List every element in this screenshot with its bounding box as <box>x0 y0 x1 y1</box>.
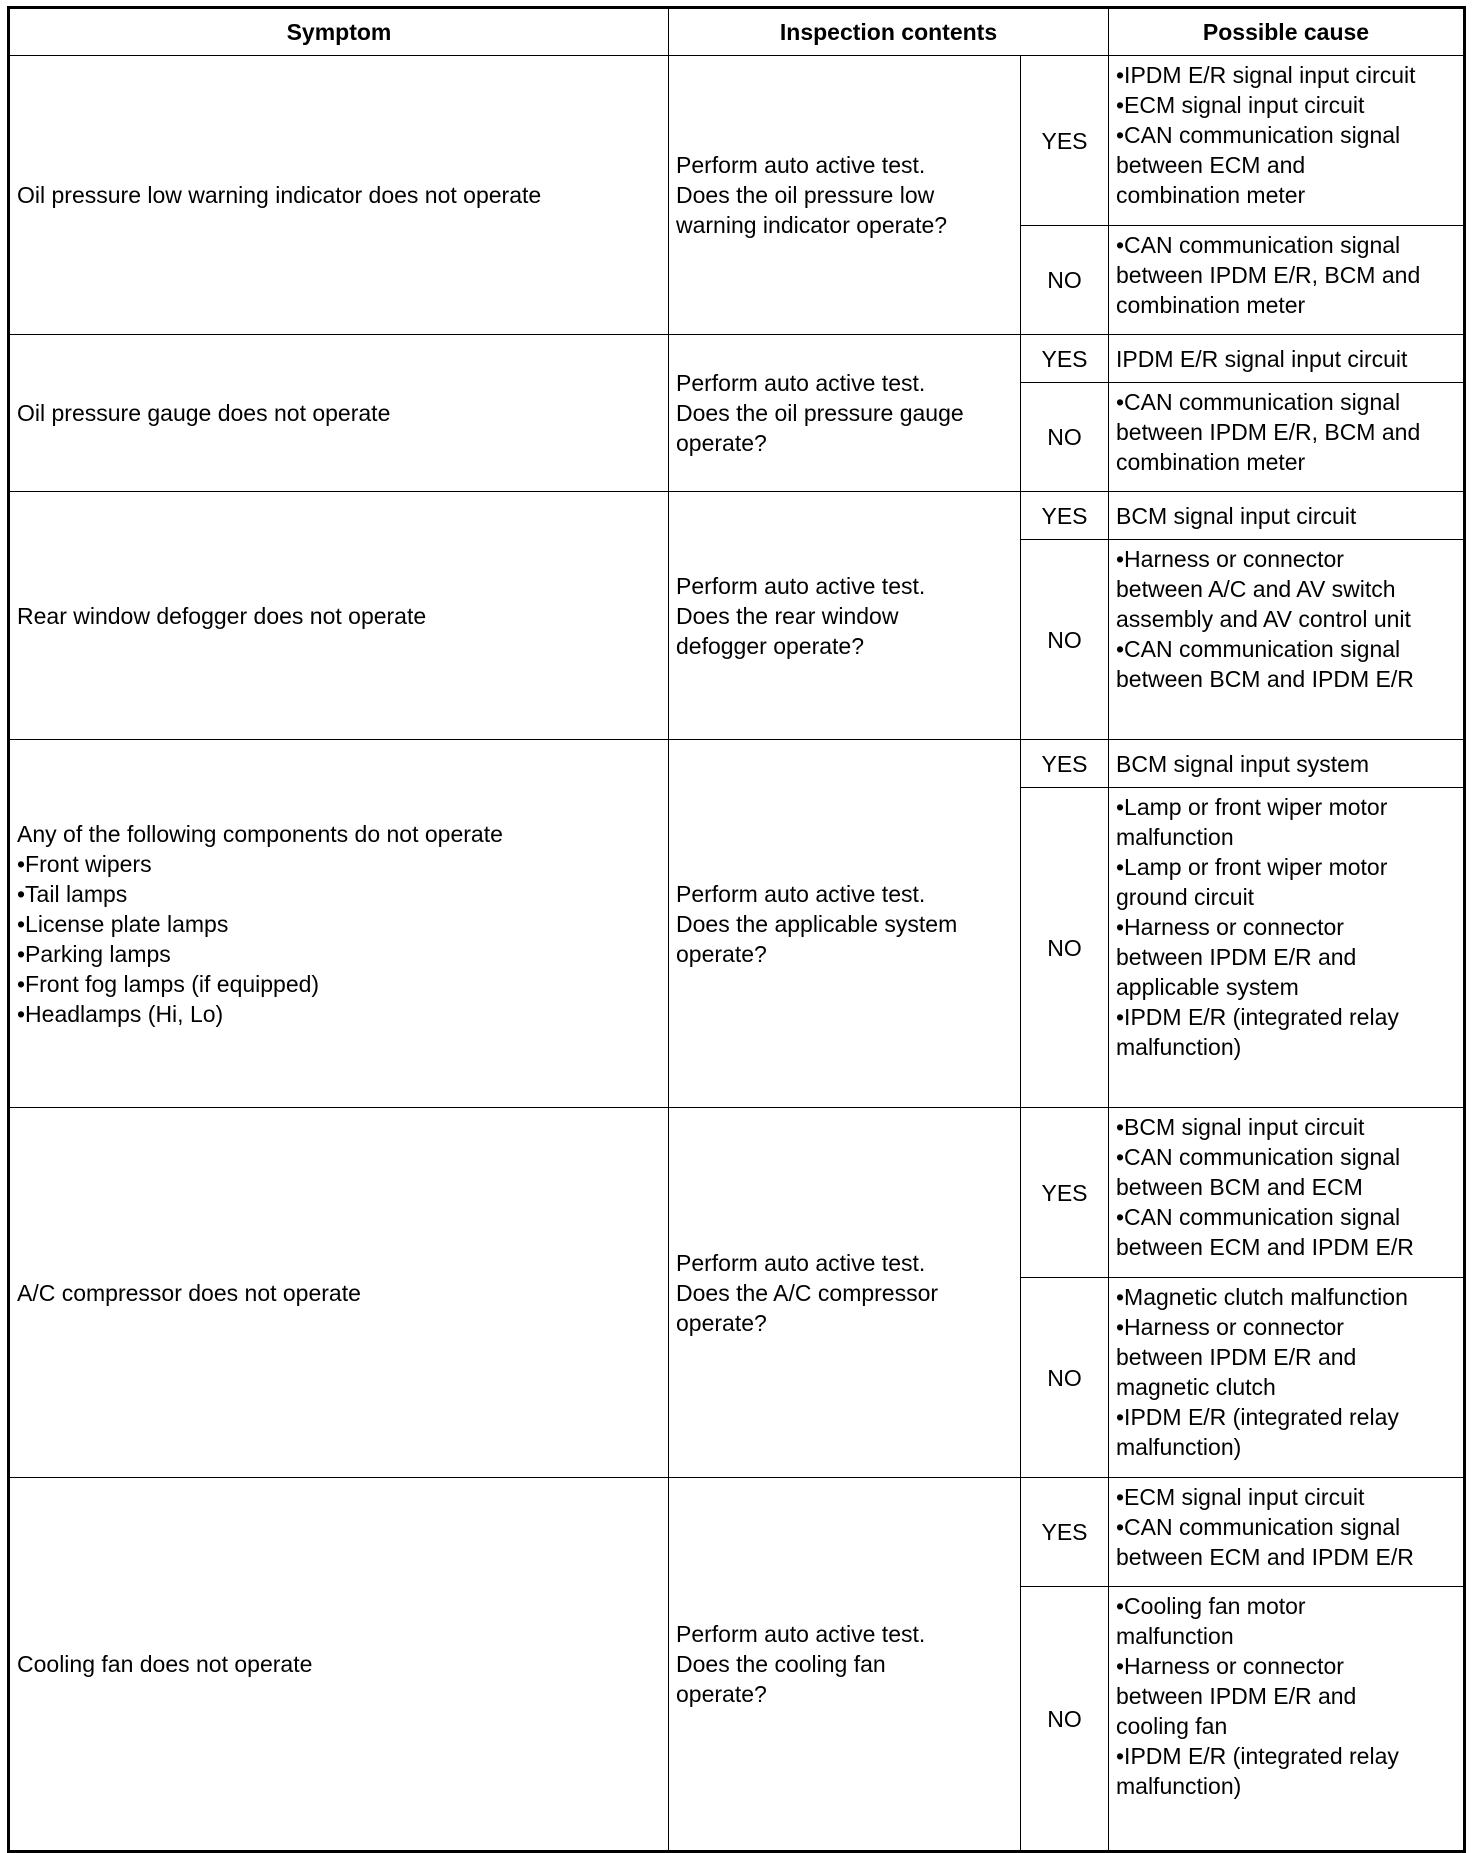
cause-text: •CAN communication signal <box>1116 1144 1401 1170</box>
cause-text: between BCM and IPDM E/R <box>1116 666 1414 692</box>
cause-text: combination meter <box>1116 449 1306 475</box>
symptom-text: Any of the following components do not operate <box>17 820 503 847</box>
yes-cause-cell <box>1109 1108 1465 1278</box>
cause-text: between BCM and ECM <box>1116 1174 1363 1200</box>
cause-text: •IPDM E/R signal input circuit <box>1116 62 1416 88</box>
inspection-text: Does the oil pressure gauge <box>676 400 964 426</box>
symptom-text: Cooling fan does not operate <box>17 1651 313 1677</box>
table-body <box>9 56 1465 1852</box>
cause-text: between IPDM E/R, BCM and <box>1116 419 1421 445</box>
symptom-text: Oil pressure low warning indicator does not operate <box>17 182 542 208</box>
symptom-cell <box>9 335 669 492</box>
table-row <box>9 1478 1465 1587</box>
cause-text: •Harness or connector <box>1116 546 1344 572</box>
inspection-text: operate? <box>676 1309 767 1336</box>
symptom-cell <box>9 56 669 335</box>
yes-label: YES <box>1021 740 1109 788</box>
cause-text: •Lamp or front wiper motor <box>1116 854 1388 880</box>
cause-text: between IPDM E/R, BCM and <box>1116 262 1421 288</box>
table-row <box>9 492 1465 540</box>
no-label: NO <box>1021 788 1109 1108</box>
inspection-text: Perform auto active test. <box>676 1621 926 1647</box>
yes-label: YES <box>1021 492 1109 540</box>
table-row <box>9 335 1465 383</box>
cause-text: •CAN communication signal <box>1116 122 1401 148</box>
cause-text: BCM signal input circuit <box>1116 502 1357 529</box>
cause-text: malfunction) <box>1116 1034 1242 1060</box>
symptom-diagnosis-table <box>7 6 1466 1853</box>
inspection-text: operate? <box>676 1681 767 1707</box>
inspection-text: Does the rear window <box>676 602 899 629</box>
cause-text: malfunction <box>1116 824 1234 850</box>
cause-text: •CAN communication signal <box>1116 1514 1401 1540</box>
cause-text: malfunction <box>1116 1623 1234 1649</box>
no-label: NO <box>1021 1587 1109 1852</box>
inspection-cell <box>669 56 1021 335</box>
inspection-cell <box>669 1108 1021 1478</box>
yes-cause-cell <box>1109 1478 1465 1587</box>
inspection-cell <box>669 492 1021 740</box>
cause-text: •ECM signal input circuit <box>1116 92 1365 118</box>
cause-text: •IPDM E/R (integrated relay <box>1116 1004 1399 1030</box>
yes-label: YES <box>1021 335 1109 383</box>
header-row <box>9 8 1465 56</box>
table-row <box>9 1108 1465 1278</box>
cause-text: •Cooling fan motor <box>1116 1593 1306 1619</box>
yes-cause-cell <box>1109 56 1465 226</box>
no-cause-cell <box>1109 1278 1465 1478</box>
inspection-cell <box>669 740 1021 1108</box>
no-cause-cell <box>1109 383 1465 492</box>
yes-label: YES <box>1021 1108 1109 1278</box>
symptom-text: Rear window defogger does not operate <box>17 602 427 629</box>
inspection-text: Perform auto active test. <box>676 152 926 178</box>
inspection-cell <box>669 335 1021 492</box>
cause-text: between IPDM E/R and <box>1116 1344 1357 1370</box>
yes-label: YES <box>1021 1478 1109 1587</box>
symptom-text: •License plate lamps <box>17 910 229 937</box>
cause-text: •CAN communication signal <box>1116 636 1401 662</box>
symptom-text: Oil pressure gauge does not operate <box>17 400 391 426</box>
cause-text: applicable system <box>1116 974 1299 1000</box>
inspection-text: operate? <box>676 430 767 456</box>
cause-text: •Lamp or front wiper motor <box>1116 794 1388 820</box>
no-cause-cell <box>1109 226 1465 335</box>
cause-text: between IPDM E/R and <box>1116 944 1357 970</box>
no-label: NO <box>1021 1278 1109 1478</box>
cause-text: between ECM and <box>1116 152 1306 178</box>
cause-text: between A/C and AV switch <box>1116 576 1396 602</box>
inspection-text: Does the A/C compressor <box>676 1279 939 1306</box>
inspection-text: defogger operate? <box>676 632 864 659</box>
inspection-text: Perform auto active test. <box>676 572 926 599</box>
cause-text: cooling fan <box>1116 1713 1228 1739</box>
cause-text: •CAN communication signal <box>1116 1204 1401 1230</box>
symptom-cell <box>9 492 669 740</box>
cause-text: BCM signal input system <box>1116 750 1370 777</box>
cause-text: •Harness or connector <box>1116 914 1344 940</box>
symptom-text: A/C compressor does not operate <box>17 1279 361 1306</box>
inspection-text: warning indicator operate? <box>676 212 948 238</box>
cause-text: combination meter <box>1116 292 1306 318</box>
cause-text: •IPDM E/R (integrated relay <box>1116 1404 1399 1430</box>
cause-text: malfunction) <box>1116 1434 1242 1460</box>
cause-text: •Harness or connector <box>1116 1653 1344 1679</box>
cause-text: •CAN communication signal <box>1116 389 1401 415</box>
inspection-text: Does the applicable system <box>676 910 958 937</box>
table-row <box>9 740 1465 788</box>
cause-text: assembly and AV control unit <box>1116 606 1411 632</box>
cause-text: •ECM signal input circuit <box>1116 1484 1365 1510</box>
yes-cause-cell <box>1109 335 1465 383</box>
no-label: NO <box>1021 540 1109 740</box>
symptom-cell <box>9 740 669 1108</box>
yes-label: YES <box>1021 56 1109 226</box>
cause-text: magnetic clutch <box>1116 1374 1276 1400</box>
cause-text: malfunction) <box>1116 1773 1242 1799</box>
no-label: NO <box>1021 226 1109 335</box>
cause-text: ground circuit <box>1116 884 1255 910</box>
symptom-text: •Tail lamps <box>17 880 128 907</box>
symptom-text: •Front fog lamps (if equipped) <box>17 970 320 997</box>
cause-text: combination meter <box>1116 182 1306 208</box>
inspection-text: Perform auto active test. <box>676 880 926 907</box>
no-cause-cell <box>1109 788 1465 1108</box>
symptom-text: •Parking lamps <box>17 940 171 967</box>
no-label: NO <box>1021 383 1109 492</box>
header-inspection-contents: Inspection contents <box>669 8 1109 56</box>
table-row <box>9 56 1465 226</box>
no-cause-cell <box>1109 540 1465 740</box>
cause-text: •Harness or connector <box>1116 1314 1344 1340</box>
symptom-text: •Front wipers <box>17 850 152 877</box>
symptom-cell <box>9 1478 669 1852</box>
symptom-cell <box>9 1108 669 1478</box>
cause-text: •BCM signal input circuit <box>1116 1114 1365 1140</box>
header-symptom: Symptom <box>9 8 669 56</box>
inspection-text: Does the oil pressure low <box>676 182 935 208</box>
inspection-text: Perform auto active test. <box>676 370 926 396</box>
cause-text: between ECM and IPDM E/R <box>1116 1544 1414 1570</box>
symptom-text: •Headlamps (Hi, Lo) <box>17 1000 224 1027</box>
header-possible-cause: Possible cause <box>1109 8 1465 56</box>
yes-cause-cell <box>1109 492 1465 540</box>
cause-text: between ECM and IPDM E/R <box>1116 1234 1414 1260</box>
inspection-text: Does the cooling fan <box>676 1651 886 1677</box>
cause-text: •Magnetic clutch malfunction <box>1116 1284 1408 1310</box>
yes-cause-cell <box>1109 740 1465 788</box>
cause-text: •CAN communication signal <box>1116 232 1401 258</box>
inspection-text: Perform auto active test. <box>676 1249 926 1276</box>
cause-text: between IPDM E/R and <box>1116 1683 1357 1709</box>
no-cause-cell <box>1109 1587 1465 1852</box>
inspection-text: operate? <box>676 940 767 967</box>
cause-text: IPDM E/R signal input circuit <box>1116 345 1408 372</box>
cause-text: •IPDM E/R (integrated relay <box>1116 1743 1399 1769</box>
diagnosis-table-container <box>7 6 1466 1853</box>
inspection-cell <box>669 1478 1021 1852</box>
